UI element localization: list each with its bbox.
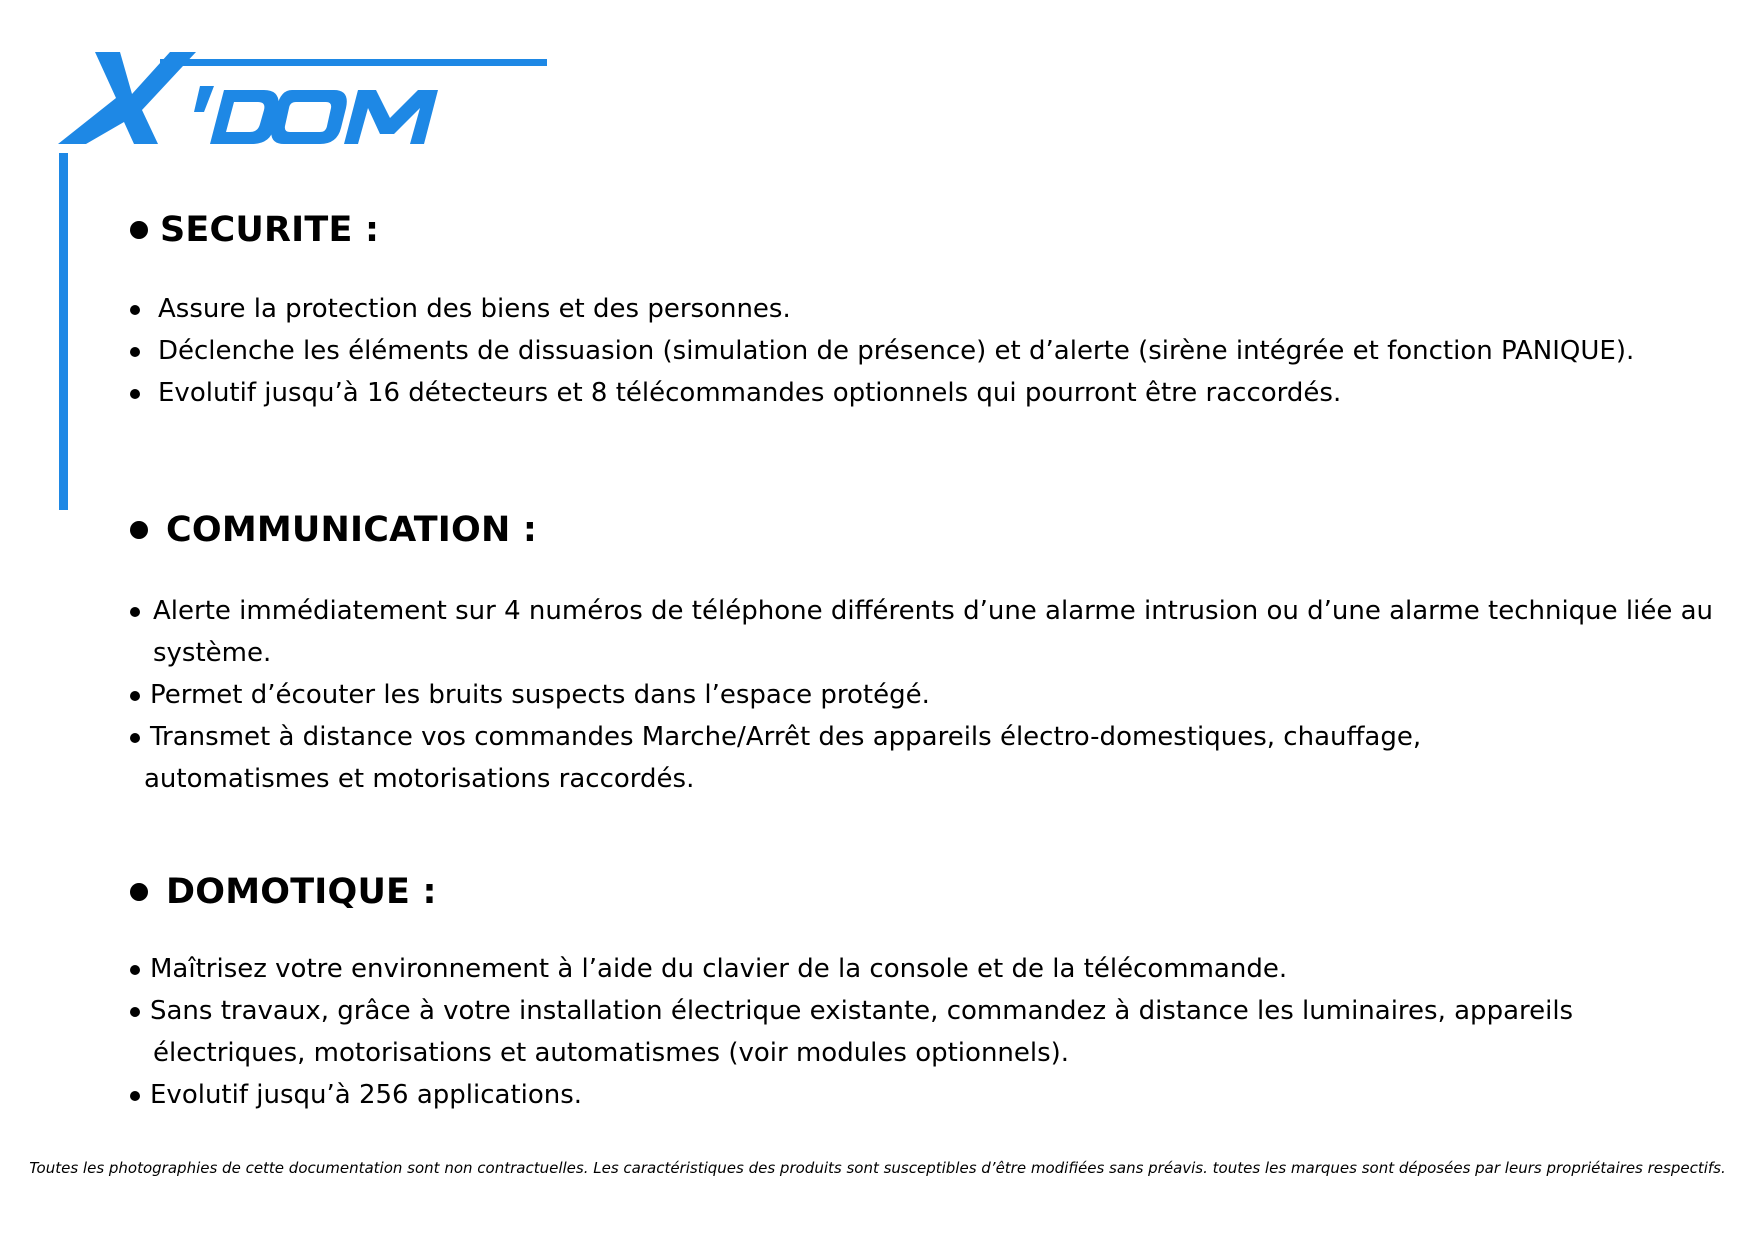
item-text-continued: électriques, motorisations et automatismes (voir modules optionnels). xyxy=(153,1038,1070,1068)
side-accent-bar xyxy=(59,153,68,510)
list-item xyxy=(130,372,1690,414)
bullet-icon xyxy=(130,691,140,701)
logo-top-rule xyxy=(160,59,547,66)
section-title xyxy=(130,508,1690,552)
section-title xyxy=(130,208,1690,252)
bullet-icon xyxy=(130,607,140,617)
item-text: Transmet à distance vos commandes Marche/Arrêt des appareils électro-domestiques, chauffage, xyxy=(150,722,1422,752)
item-text: Permet d’écouter les bruits suspects dans l’espace protégé. xyxy=(150,680,930,710)
item-text: Assure la protection des biens et des personnes. xyxy=(158,294,791,324)
bullet-icon xyxy=(130,221,148,239)
bullet-icon xyxy=(130,389,140,399)
item-list xyxy=(130,948,1690,1116)
section-securite xyxy=(130,208,1690,414)
section-title xyxy=(130,870,1690,914)
list-item xyxy=(130,990,1690,1074)
bullet-icon xyxy=(130,305,140,315)
item-text: Déclenche les éléments de dissuasion (simulation de présence) et d’alerte (sirène intégrée et fonction PANIQUE). xyxy=(158,336,1635,366)
bullet-icon xyxy=(130,1091,140,1101)
section-communication xyxy=(130,508,1714,800)
item-list xyxy=(130,590,1714,800)
item-text-continued: système. xyxy=(153,638,272,668)
bullet-icon xyxy=(130,965,140,975)
item-text: Evolutif jusqu’à 16 détecteurs et 8 télécommandes optionnels qui pourront être raccordés. xyxy=(158,378,1342,408)
section-domotique xyxy=(130,870,1690,1116)
bullet-icon xyxy=(130,347,140,357)
item-text: Alerte immédiatement sur 4 numéros de téléphone différents d’une alarme intrusion ou d’une alarme technique liée au xyxy=(153,596,1714,626)
footer-disclaimer: Toutes les photographies de cette documentation sont non contractuelles. Les caractéristiques des produits sont susceptibles d’être modifiées sans préavis. toutes les marques sont déposées par leurs propriétaires respectifs. xyxy=(29,1159,1726,1177)
item-text: Maîtrisez votre environnement à l’aide du clavier de la console et de la télécommande. xyxy=(150,954,1288,984)
list-item xyxy=(130,330,1690,372)
item-text: Sans travaux, grâce à votre installation électrique existante, commandez à distance les luminaires, appareils xyxy=(150,996,1574,1026)
section-title-text: DOMOTIQUE : xyxy=(166,872,437,912)
xdom-logo xyxy=(58,52,558,152)
bullet-icon xyxy=(130,521,148,539)
list-item xyxy=(130,948,1690,990)
bullet-icon xyxy=(130,883,148,901)
item-text: Evolutif jusqu’à 256 applications. xyxy=(150,1080,583,1110)
item-text-continued: automatismes et motorisations raccordés. xyxy=(144,764,695,794)
section-title-text: SECURITE : xyxy=(160,210,380,250)
list-item xyxy=(130,288,1690,330)
list-item xyxy=(130,716,1690,800)
item-list xyxy=(130,288,1690,414)
list-item xyxy=(130,674,1690,716)
list-item xyxy=(130,1074,1690,1116)
bullet-icon xyxy=(130,1007,140,1017)
list-item xyxy=(130,590,1714,674)
bullet-icon xyxy=(130,733,140,743)
section-title-text: COMMUNICATION : xyxy=(166,510,538,550)
